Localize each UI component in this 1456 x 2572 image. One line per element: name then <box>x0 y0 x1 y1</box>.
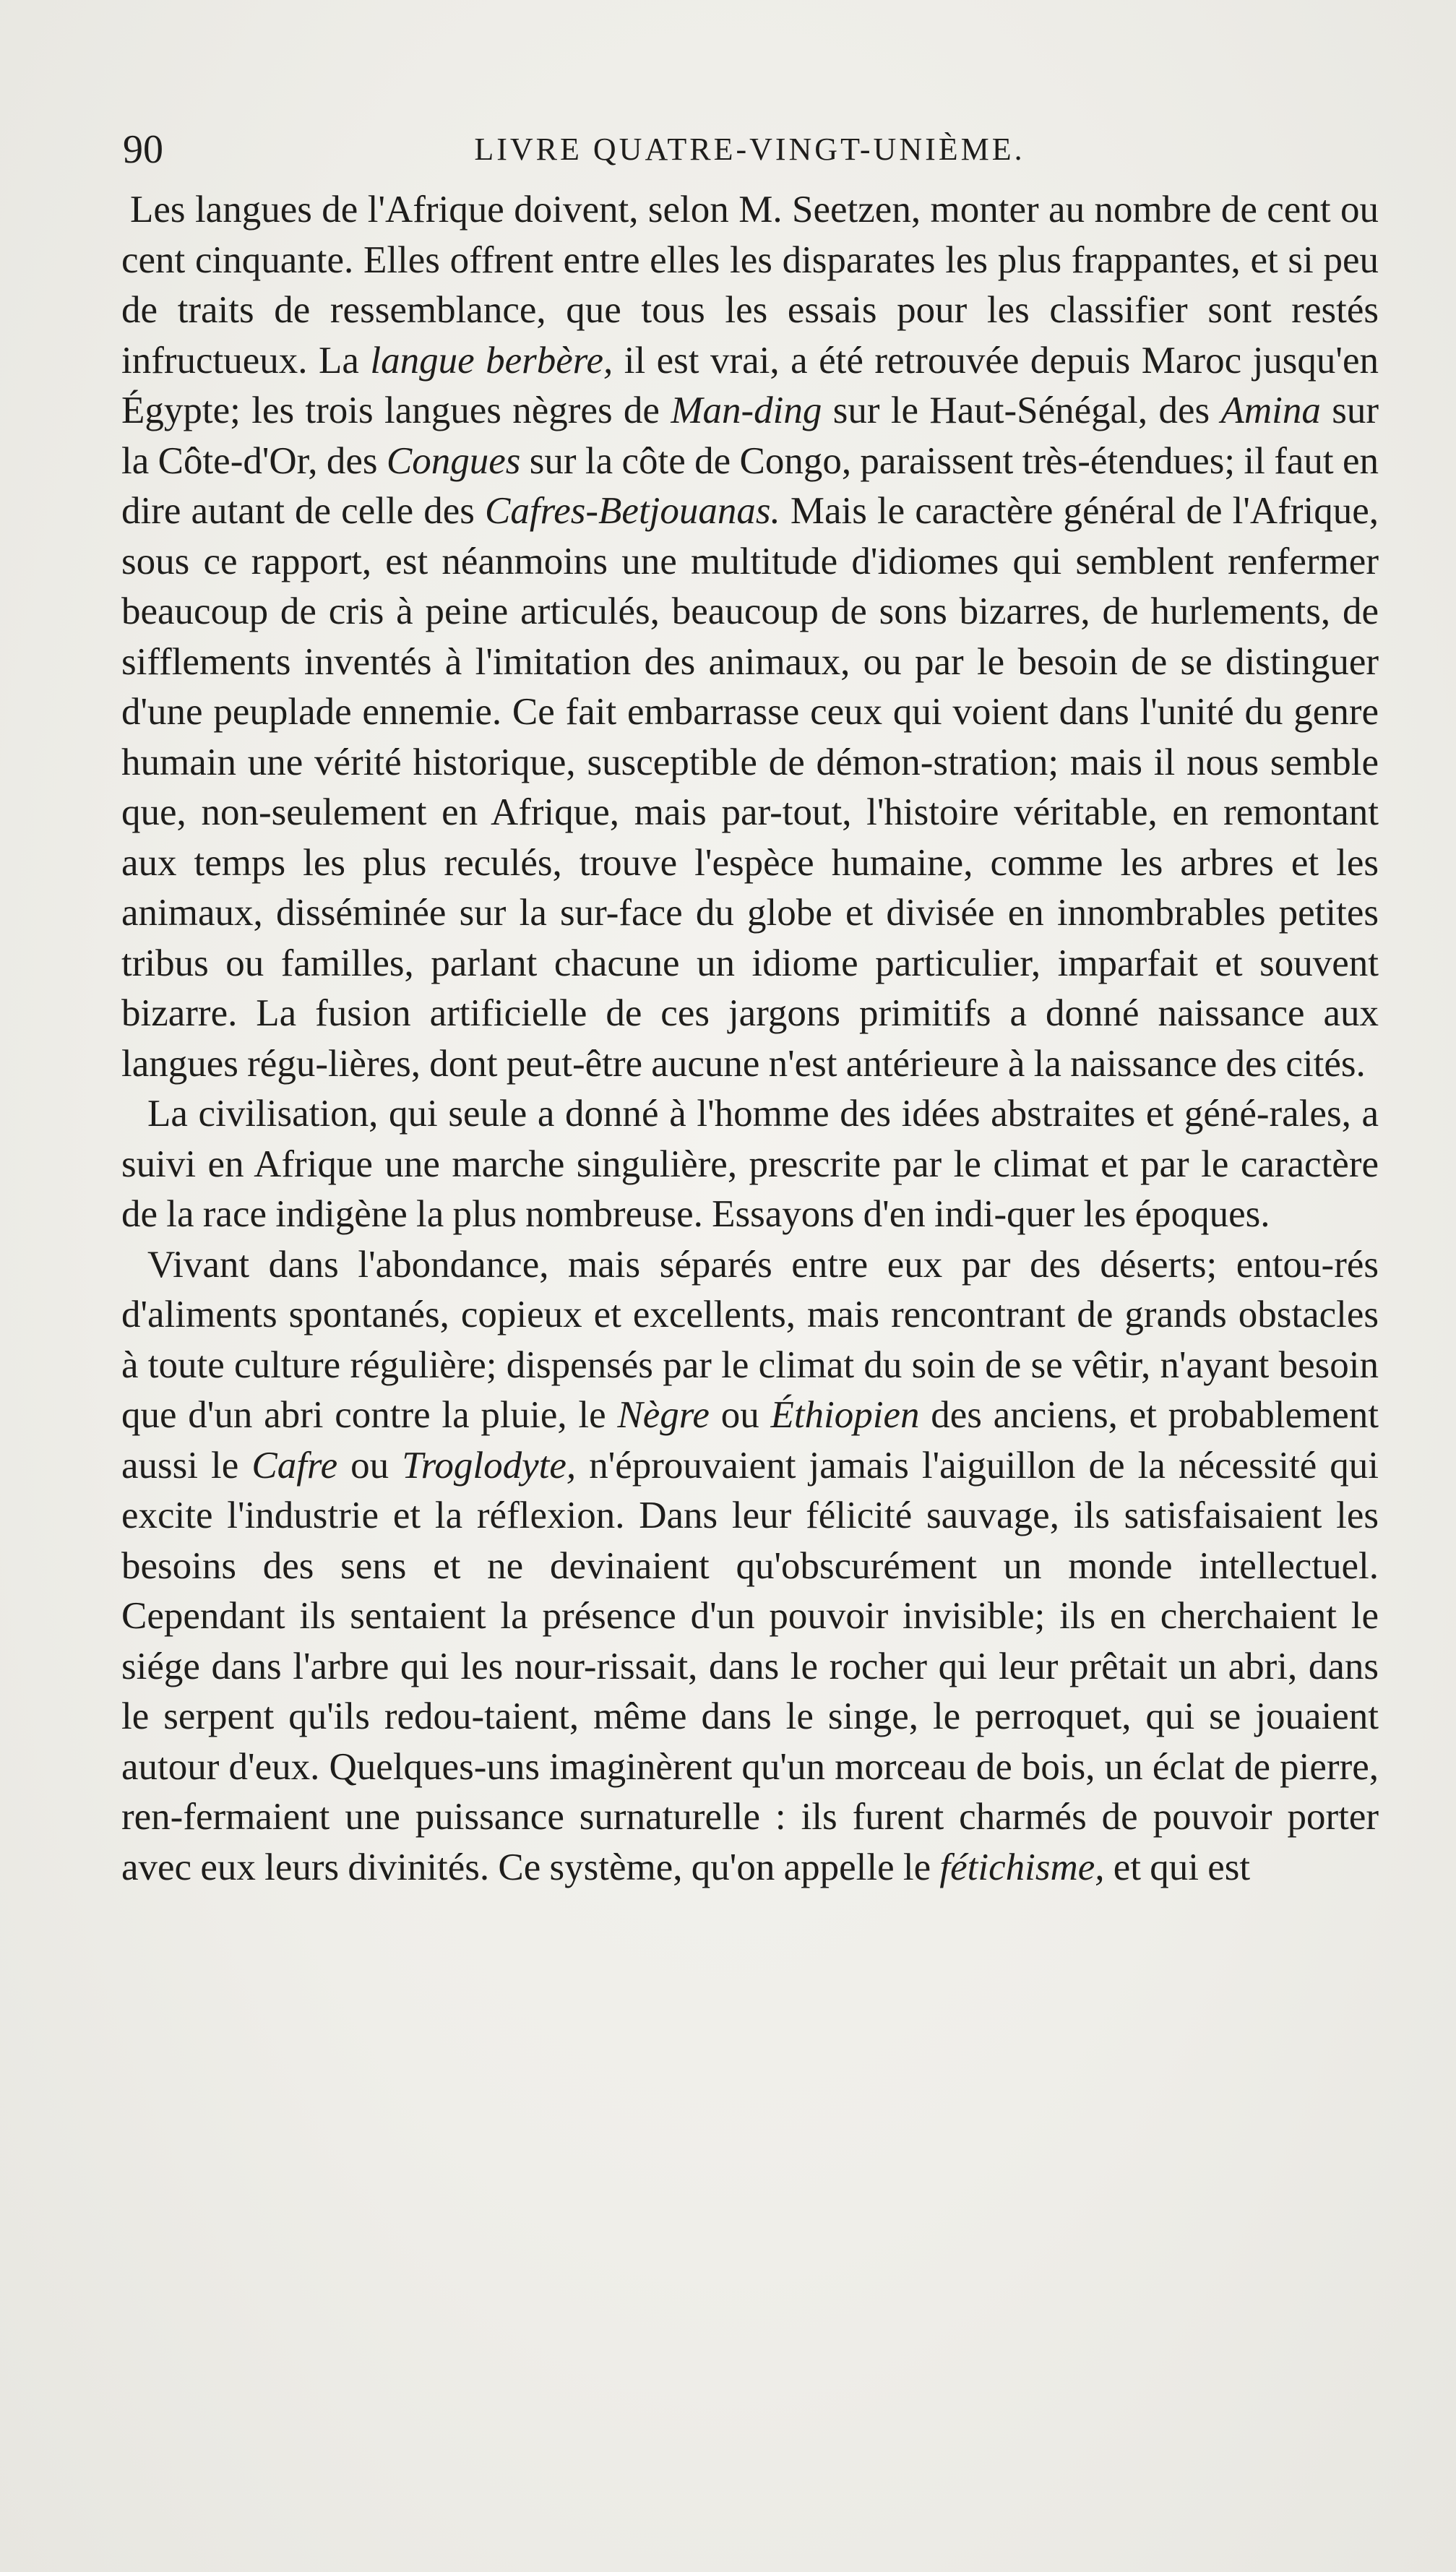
text-span: et qui est <box>1104 1846 1251 1888</box>
italic-term: Cafres-Betjouanas. <box>485 490 780 532</box>
paragraph-3 <box>121 1240 1379 1893</box>
paragraph-1 <box>121 185 1379 1089</box>
body-text <box>121 185 1379 1893</box>
text-span: ou <box>709 1394 771 1436</box>
text-span: ou <box>337 1444 402 1487</box>
running-head: LIVRE QUATRE-VINGT-UNIÈME. <box>474 132 1025 167</box>
text-span: sur la côte de Congo, paraissent très-étendues; il faut en dire autant de celle des <box>121 439 1379 532</box>
text-span: il est vrai, a été retrouvée depuis Maroc jusqu'en Égypte; les trois langues nègres de <box>121 339 1379 431</box>
text-span: des anciens, et probablement aussi le <box>121 1394 1379 1487</box>
italic-term: Congues <box>386 439 521 482</box>
italic-term: Amina <box>1220 390 1321 431</box>
italic-term: fétichisme, <box>939 1846 1105 1888</box>
text-span: sur le Haut-Sénégal, des <box>822 390 1221 431</box>
text-span: Les langues de l'Afrique doivent, selon M. Seetzen, monter au nombre de cent ou cent cinquante. Elles offrent entre elles les disparates les plus frappantes, et si peu de traits de ressemblance, que tous les essais pour les classifier sont restés infructueux. La <box>121 189 1379 382</box>
italic-term: Éthiopien <box>770 1394 920 1436</box>
italic-term: Nègre <box>617 1394 710 1436</box>
italic-term: Man-ding <box>671 390 822 431</box>
italic-term: langue berbère, <box>370 339 613 382</box>
text-span: La civilisation, qui seule a donné à l'homme des idées abstraites et géné-rales, a suivi en Afrique une marche singulière, prescrite par le climat et par le caractère de la race indigène la plus nombreuse. Essayons d'en indi-quer les époques. <box>121 1093 1379 1235</box>
page-number: 90 <box>123 127 163 172</box>
paragraph-2 <box>121 1089 1379 1240</box>
text-span: Vivant dans l'abondance, mais séparés entre eux par des déserts; entou-rés d'aliments spontanés, copieux et excellents, mais rencontrant de grands obstacles à toute culture régulière; dispensés par le climat du soin de se vêtir, n'ayant besoin que d'un abri contre la pluie, le <box>121 1243 1379 1436</box>
italic-term: Troglodyte, <box>402 1444 577 1487</box>
text-span: Mais le caractère général de l'Afrique, sous ce rapport, est néanmoins une multitude d'idiomes qui semblent renfermer beaucoup de cris à peine articulés, beaucoup de sons bizarres, de hurlements, de sifflements inventés à l'imitation des animaux, ou par le besoin de se distinguer d'une peuplade ennemie. Ce fait embarrasse ceux qui voient dans l'unité du genre humain une vérité historique, susceptible de démon-stration; mais il nous semble que, non-seulement en Afrique, mais par-tout, l'histoire véritable, en remontant aux temps les plus reculés, trouve l'espèce humaine, comme les arbres et les animaux, disséminée sur la sur-face du globe et divisée en innombrables petites tribus ou familles, parlant chacune un idiome particulier, imparfait et souvent bizarre. La fusion artificielle de ces jargons primitifs a donné naissance aux langues régu-lières, dont peut-être aucune n'est antérieure à la naissance des cités. <box>121 490 1379 1085</box>
text-span: n'éprouvaient jamais l'aiguillon de la nécessité qui excite l'industrie et la réflexion. Dans leur félicité sauvage, ils satisfaisaient les besoins des sens et ne devinaient qu'obscurément un monde intellectuel. Cependant ils sentaient la présence d'un pouvoir invisible; ils en cherchaient le siége dans l'arbre qui les nour-rissait, dans le rocher qui leur prêtait un abri, dans le serpent qu'ils redou-taient, même dans le singe, le perroquet, qui se jouaient autour d'eux. Quelques-uns imaginèrent qu'un morceau de bois, un éclat de pierre, ren-fermaient une puissance surnaturelle : ils furent charmés de pouvoir porter avec eux leurs divinités. Ce système, qu'on appelle le <box>121 1444 1379 1888</box>
text-span: sur la Côte-d'Or, des <box>121 390 1379 482</box>
italic-term: Cafre <box>251 1444 338 1487</box>
page-header <box>123 124 1377 175</box>
